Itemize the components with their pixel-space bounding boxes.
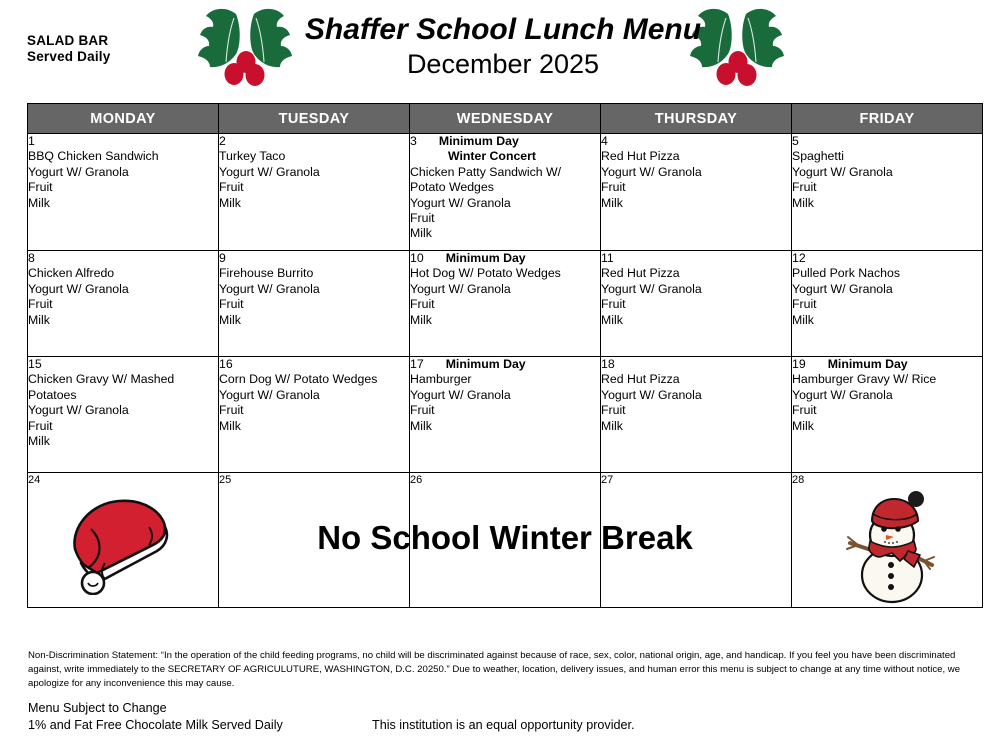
menu-item: Yogurt W/ Granola — [410, 387, 511, 402]
day-header-tuesday: TUESDAY — [219, 104, 410, 134]
menu-item: Red Hut Pizza — [601, 266, 680, 281]
menu-item: Milk — [410, 418, 432, 433]
day-note-secondary: Winter Concert — [447, 149, 537, 164]
menu-item: Yogurt W/ Granola — [601, 387, 702, 402]
menu-item: Firehouse Burrito — [219, 266, 314, 281]
calendar-header-row — [28, 104, 983, 134]
menu-item: Fruit — [792, 297, 817, 312]
day-cell-27[interactable] — [601, 473, 792, 608]
menu-item: Milk — [28, 195, 50, 210]
menu-item: Pulled Pork Nachos — [792, 266, 900, 281]
day-cell-9[interactable] — [219, 251, 410, 357]
day-number: 12 — [792, 251, 806, 265]
day-cell-3[interactable] — [410, 134, 601, 251]
menu-item: Yogurt W/ Granola — [792, 164, 893, 179]
menu-item: Milk — [601, 195, 623, 210]
menu-item: Fruit — [219, 180, 244, 195]
menu-subject-to-change: Menu Subject to Change — [28, 701, 167, 715]
menu-item: Milk — [219, 195, 241, 210]
day-cell-16[interactable] — [219, 357, 410, 473]
day-number: 4 — [601, 134, 608, 148]
page-subtitle: December 2025 — [406, 49, 600, 79]
day-cell-26[interactable] — [410, 473, 601, 608]
day-number: 2 — [219, 134, 226, 148]
snowman-icon — [836, 481, 946, 605]
day-cell-2[interactable] — [219, 134, 410, 251]
menu-item: Fruit — [410, 297, 435, 312]
menu-item: Turkey Taco — [219, 149, 286, 164]
day-cell-11[interactable] — [601, 251, 792, 357]
menu-item: Yogurt W/ Granola — [410, 195, 511, 210]
menu-item: Fruit — [219, 297, 244, 312]
day-note: Minimum Day — [827, 357, 908, 371]
day-cell-17[interactable] — [410, 357, 601, 473]
menu-item: Hamburger — [410, 372, 472, 387]
menu-item: Milk — [792, 195, 814, 210]
day-header-wednesday: WEDNESDAY — [410, 104, 601, 134]
menu-item: Fruit — [28, 297, 53, 312]
menu-item: Yogurt W/ Granola — [28, 164, 129, 179]
day-number: 27 — [601, 474, 614, 486]
menu-item: Milk — [410, 312, 432, 327]
menu-item: Hamburger Gravy W/ Rice — [792, 372, 937, 387]
day-header-thursday: THURSDAY — [601, 104, 792, 134]
menu-item: Yogurt W/ Granola — [792, 387, 893, 402]
day-number: 8 — [28, 251, 35, 265]
day-note: Minimum Day — [438, 134, 519, 148]
menu-item: Yogurt W/ Granola — [601, 281, 702, 296]
day-cell-4[interactable] — [601, 134, 792, 251]
calendar-week-row — [28, 251, 983, 357]
salad-bar-note — [27, 33, 110, 65]
menu-item: Yogurt W/ Granola — [219, 281, 320, 296]
menu-item: Fruit — [410, 211, 435, 226]
day-cell-10[interactable] — [410, 251, 601, 357]
title-block — [253, 12, 753, 81]
menu-item: Yogurt W/ Granola — [792, 281, 893, 296]
day-number: 15 — [28, 357, 42, 371]
menu-item: Milk — [219, 418, 241, 433]
menu-item: Yogurt W/ Granola — [219, 387, 320, 402]
menu-item: Yogurt W/ Granola — [28, 281, 129, 296]
menu-item: Milk — [792, 312, 814, 327]
menu-item: Milk — [219, 312, 241, 327]
menu-item: Fruit — [601, 297, 626, 312]
menu-item: Milk — [601, 418, 623, 433]
day-cell-12[interactable] — [792, 251, 983, 357]
menu-item: Milk — [28, 312, 50, 327]
day-number: 19 — [792, 357, 806, 371]
menu-item: Fruit — [28, 180, 53, 195]
day-number: 10 — [410, 251, 424, 265]
day-note: Minimum Day — [445, 357, 526, 371]
day-number: 11 — [601, 251, 614, 265]
menu-item: Fruit — [792, 180, 817, 195]
menu-item: Fruit — [792, 403, 817, 418]
day-number: 28 — [792, 474, 805, 486]
day-number: 1 — [28, 134, 35, 148]
day-number: 17 — [410, 357, 424, 371]
footer-bottom — [28, 700, 978, 733]
menu-item: Chicken Patty Sandwich W/ — [410, 164, 562, 179]
menu-item: Milk — [28, 434, 50, 449]
menu-item: Corn Dog W/ Potato Wedges — [219, 372, 378, 387]
menu-item: Fruit — [410, 403, 435, 418]
menu-item: BBQ Chicken Sandwich — [28, 149, 159, 164]
menu-item: Fruit — [601, 403, 626, 418]
menu-item: Red Hut Pizza — [601, 149, 680, 164]
day-number: 16 — [219, 357, 233, 371]
menu-item: Red Hut Pizza — [601, 372, 680, 387]
menu-item: Chicken Gravy W/ Mashed — [28, 372, 175, 387]
day-number: 18 — [601, 357, 615, 371]
calendar-week-row — [28, 357, 983, 473]
day-header-monday: MONDAY — [28, 104, 219, 134]
page-title: Shaffer School Lunch Menu — [304, 13, 702, 46]
menu-item: Yogurt W/ Granola — [28, 403, 129, 418]
day-cell-1[interactable] — [28, 134, 219, 251]
menu-subject-row — [28, 700, 978, 717]
menu-item: Hot Dog W/ Potato Wedges — [410, 266, 561, 281]
winter-break-banner: No School Winter Break — [317, 519, 693, 556]
salad-bar-line-2: Served Daily — [27, 49, 111, 64]
day-header-friday: FRIDAY — [792, 104, 983, 134]
menu-item: Fruit — [219, 403, 244, 418]
menu-item: Potatoes — [28, 387, 77, 402]
day-cell-25[interactable] — [219, 473, 410, 608]
menu-item: Chicken Alfredo — [28, 266, 115, 281]
day-note: Minimum Day — [445, 251, 526, 265]
menu-item: Fruit — [28, 418, 53, 433]
menu-item: Yogurt W/ Granola — [601, 164, 702, 179]
calendar-week-row — [28, 134, 983, 251]
menu-item: Milk — [601, 312, 623, 327]
day-cell-5[interactable] — [792, 134, 983, 251]
day-number: 5 — [792, 134, 799, 148]
day-number: 3 — [410, 134, 417, 148]
equal-opportunity-provider: This institution is an equal opportunity provider. — [372, 717, 635, 732]
menu-item: Fruit — [601, 180, 626, 195]
day-number: 9 — [219, 251, 226, 265]
day-number: 25 — [219, 474, 232, 486]
menu-item: Milk — [410, 226, 432, 241]
day-cell-15[interactable] — [28, 357, 219, 473]
menu-item: Milk — [792, 418, 814, 433]
menu-item: Spaghetti — [792, 149, 844, 164]
menu-item: Yogurt W/ Granola — [410, 281, 511, 296]
day-cell-18[interactable] — [601, 357, 792, 473]
menu-item: Yogurt W/ Granola — [219, 164, 320, 179]
day-number: 24 — [28, 474, 41, 486]
menu-item: Potato Wedges — [410, 180, 494, 195]
day-cell-8[interactable] — [28, 251, 219, 357]
milk-note-row — [28, 717, 978, 734]
santa-hat-icon — [57, 487, 177, 595]
non-discrimination-statement: Non-Discrimination Statement: “In the operation of the child feeding programs, no child will be discriminated against because of race, sex, color, national origin, age, and handicap. If you feel you have been discriminated against, write immediately to the SECRETARY OF AGRICULUTURE, WASHINGTON, D.C. 20250.” Due to weather, location, delivery issues, and human error this menu is subject to change at any time without notice, we apologize for any inconvenience this may cause. — [28, 650, 961, 690]
milk-served-daily-note: 1% and Fat Free Chocolate Milk Served Daily — [28, 717, 283, 732]
salad-bar-line-1: SALAD BAR — [27, 33, 109, 48]
day-number: 26 — [410, 474, 423, 486]
day-cell-19[interactable] — [792, 357, 983, 473]
